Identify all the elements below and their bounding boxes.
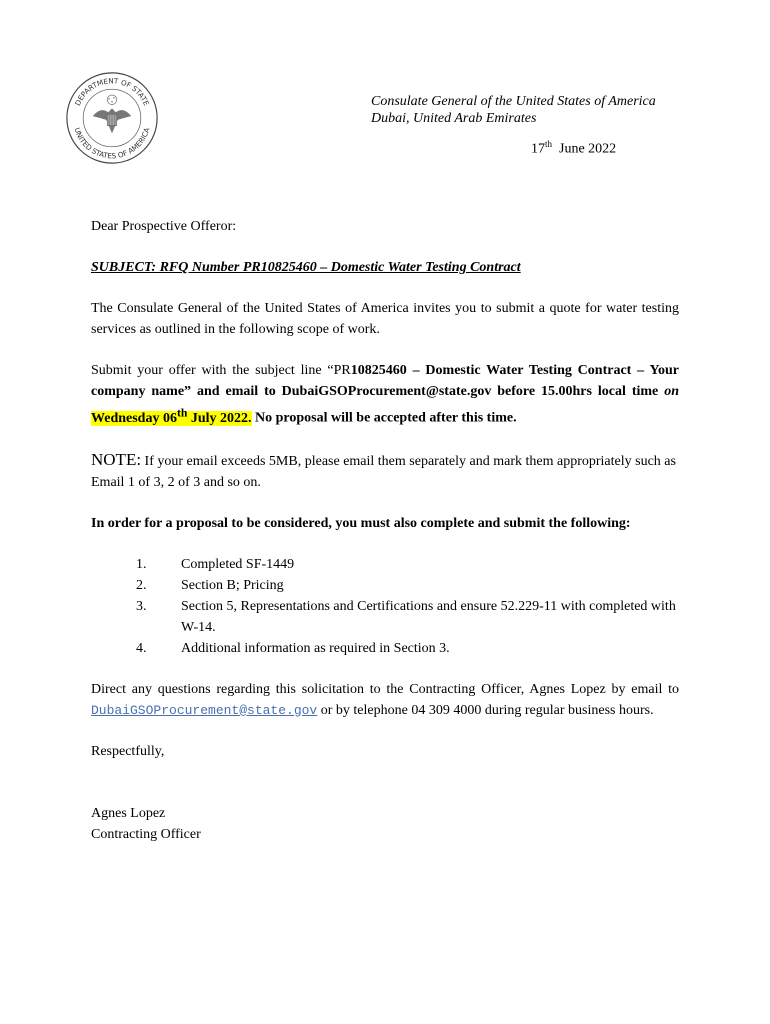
list-item: [91, 596, 679, 638]
submission-instructions: [91, 360, 679, 429]
seal-bottom-text: UNITED STATES OF AMERICA: [72, 126, 152, 161]
letter-body: [91, 216, 679, 845]
consulate-header: [371, 93, 656, 127]
signer-title: Contracting Officer: [91, 826, 201, 842]
deadline-suffix: th: [176, 406, 188, 419]
note-label: NOTE:: [91, 449, 142, 469]
item-text: Section B; Pricing: [181, 577, 284, 593]
item-text: Additional information as required in Section 3.: [181, 640, 450, 656]
deadline-month-year: July 2022.: [187, 410, 252, 426]
date-suffix: th: [545, 139, 553, 149]
submit-text-bold: 10825460 – Domestic Water Testing Contract – Your company name” and email to DubaiGSOProcurement@state.gov before 15.00hrs local time: [91, 363, 680, 399]
signer-name: Agnes Lopez: [91, 805, 166, 821]
note-text: If your email exceeds 5MB, please email them separately and mark them appropriately such as Email 1 of 3, 2 of 3 and so on.: [91, 453, 676, 490]
questions-text-1: Direct any questions regarding this solicitation to the Contracting Officer, Agnes Lopez by email to: [91, 681, 679, 697]
deadline-day: Wednesday 06: [91, 410, 177, 426]
list-item: [91, 638, 679, 659]
item-number: 2.: [136, 577, 147, 593]
seal-top-text: DEPARTMENT OF STATE: [73, 76, 151, 108]
item-text: Section 5, Representations and Certifications and ensure 52.229-11 with completed with W-14.: [181, 598, 676, 635]
header-line-2: Dubai, United Arab Emirates: [371, 111, 537, 126]
deadline-highlight: [91, 406, 252, 426]
submit-text-on: on: [664, 384, 679, 399]
greeting: Dear Prospective Offeror:: [91, 219, 237, 234]
item-number: 4.: [136, 640, 147, 656]
header-line-1: Consulate General of the United States of America: [371, 94, 656, 109]
list-item: [91, 575, 679, 596]
intro-paragraph: The Consulate General of the United States of America invites you to submit a quote for water testing services as outlined in the following scope of work.: [91, 301, 679, 337]
item-number: 1.: [136, 556, 147, 572]
note-paragraph: [91, 449, 679, 493]
requirements-heading: In order for a proposal to be considered, you must also complete and submit the following:: [91, 515, 631, 531]
date-month-year: June 2022: [559, 141, 617, 157]
svg-text:DEPARTMENT OF STATE: [73, 76, 151, 107]
department-of-state-seal-icon: [64, 70, 160, 166]
questions-text-2: or by telephone 04 309 4000 during regular business hours.: [317, 702, 654, 718]
letter-date: [531, 139, 616, 158]
subject-line: SUBJECT: RFQ Number PR10825460 – Domestic Water Testing Contract: [91, 260, 521, 275]
procurement-email-link[interactable]: DubaiGSOProcurement@state.gov: [91, 702, 318, 718]
questions-paragraph: [91, 679, 679, 721]
submit-text-1: Submit your offer with the subject line “PR: [91, 363, 351, 378]
list-item: [91, 554, 679, 575]
requirements-list: [91, 554, 679, 659]
item-number: 3.: [136, 598, 147, 614]
deadline-warning: No proposal will be accepted after this time.: [251, 410, 517, 426]
closing: Respectfully,: [91, 743, 165, 759]
date-day: 17: [531, 141, 545, 157]
item-text: Completed SF-1449: [181, 556, 295, 572]
